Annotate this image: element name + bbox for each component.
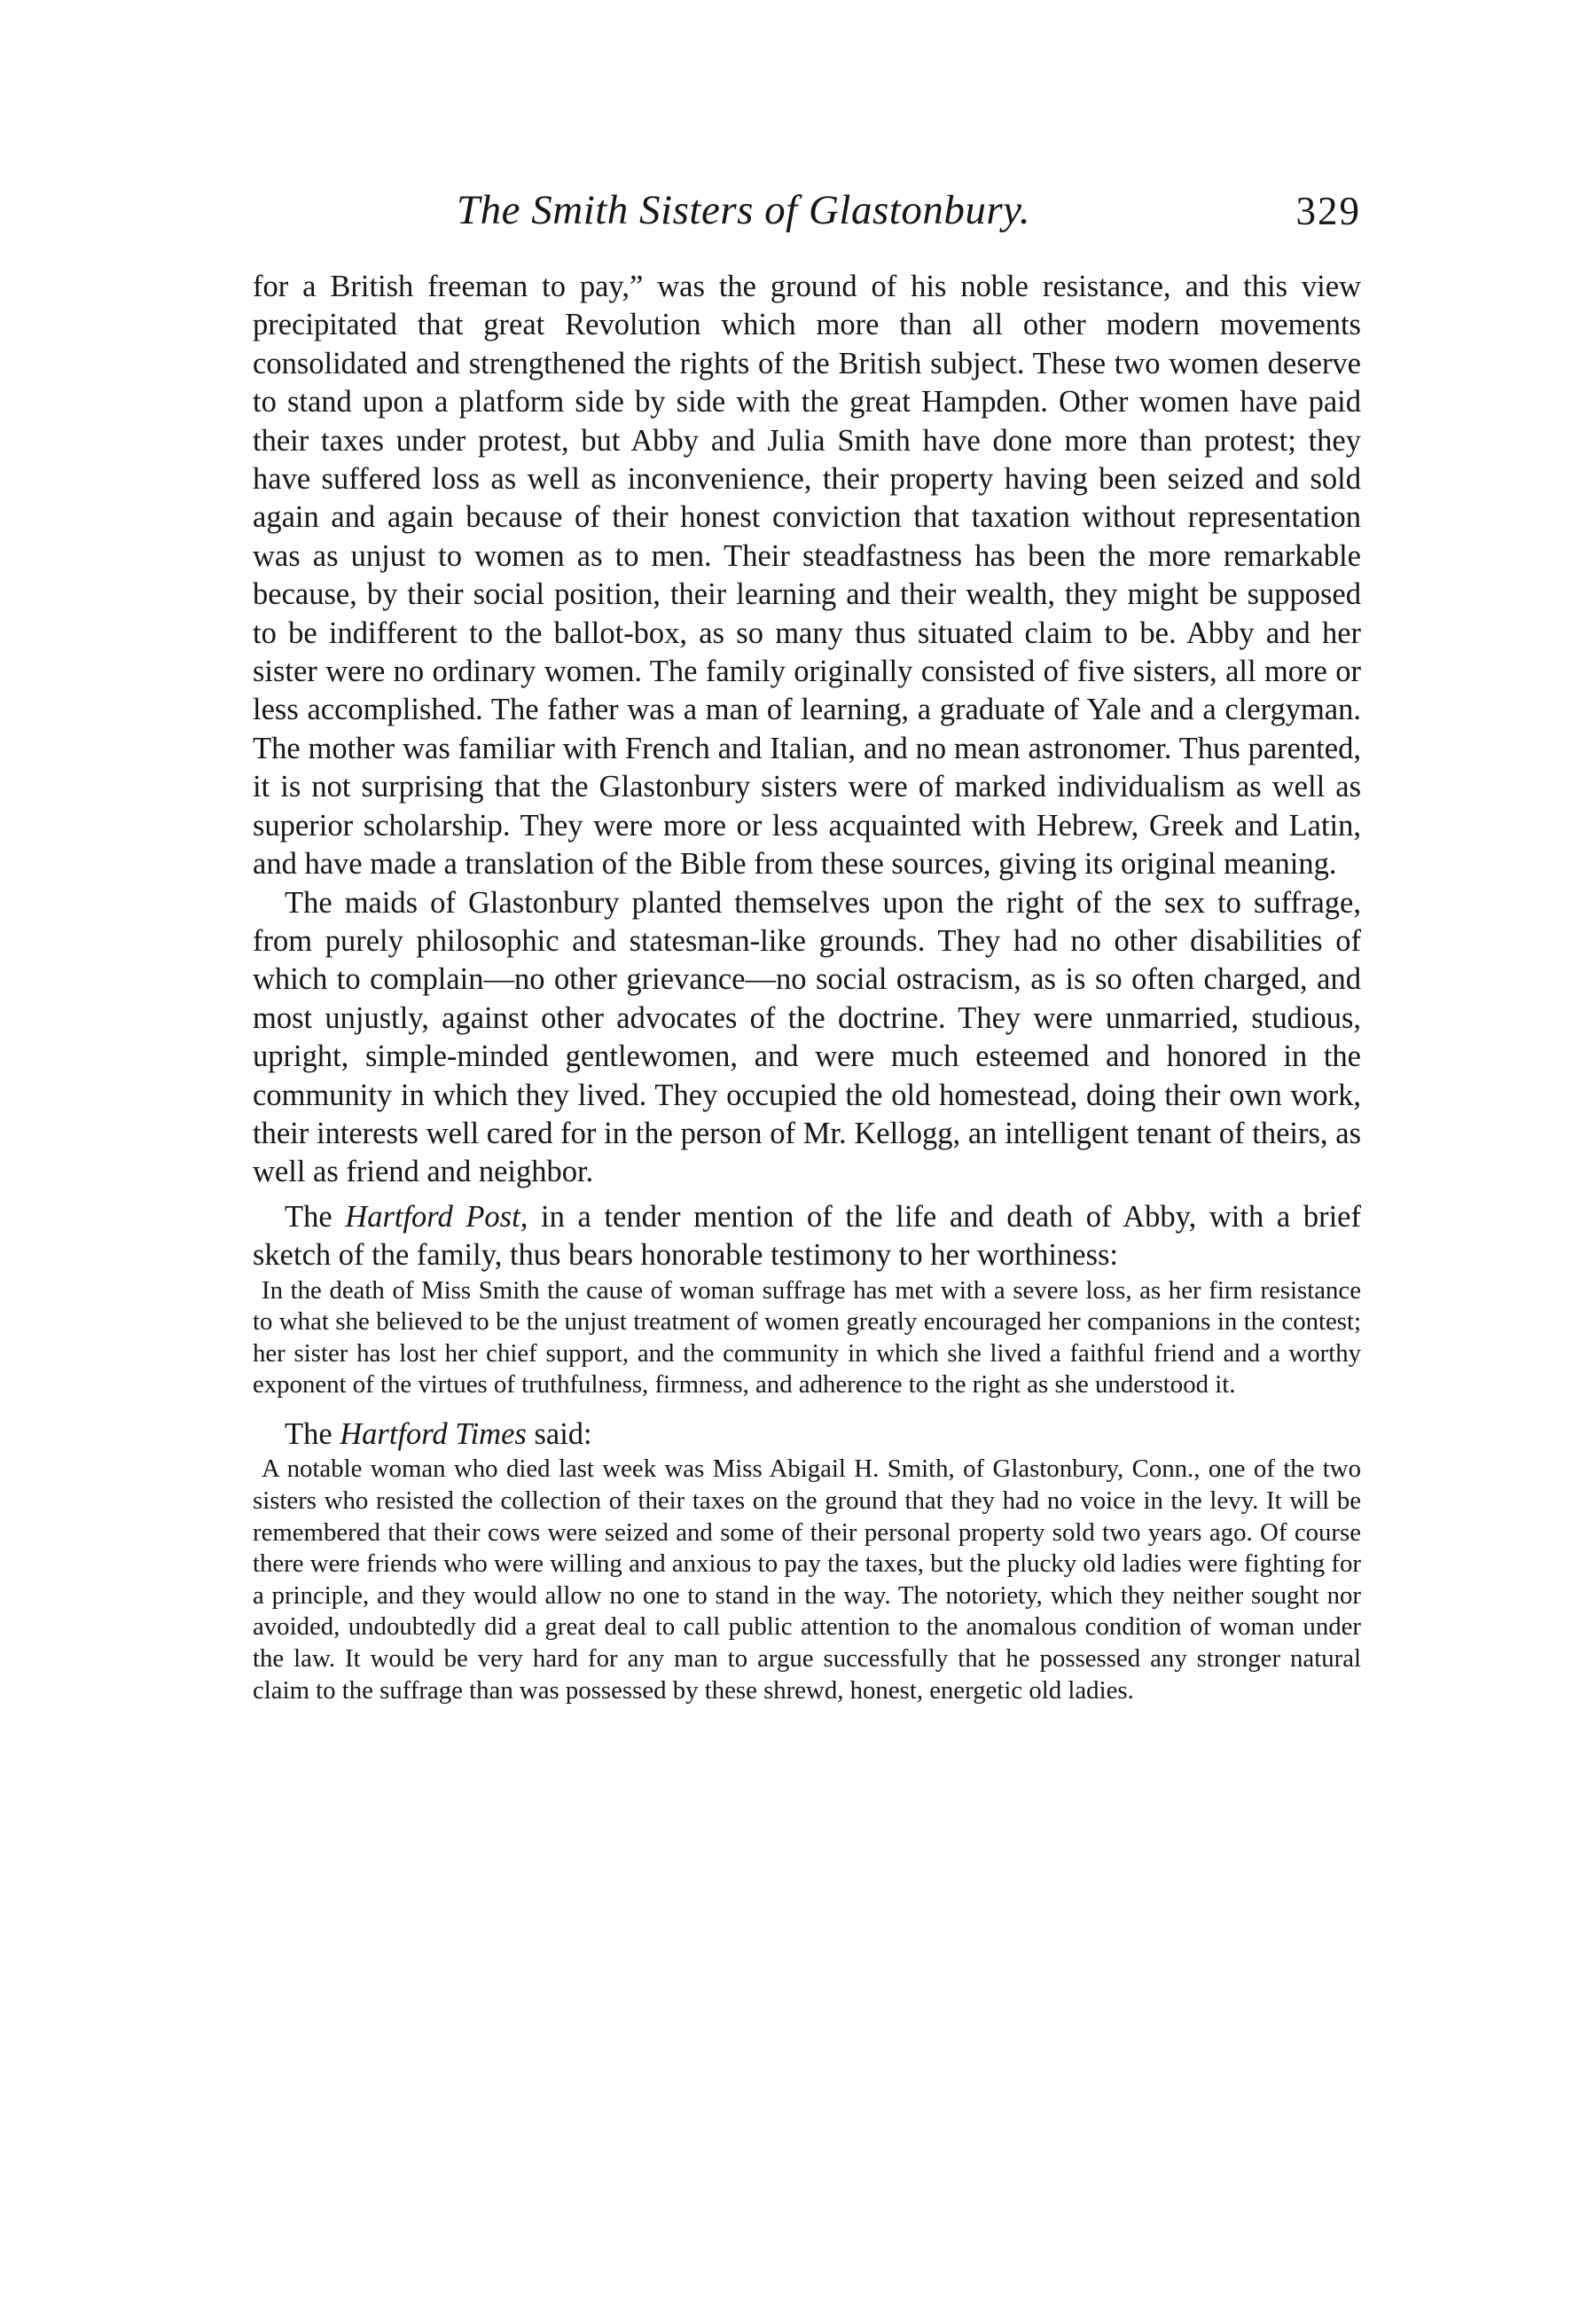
paragraph-text: in a tender mention of the life and death of Abby, with a brief sketch of the family, thus bears honorable testimony to her worthiness:	[253, 1199, 1361, 1273]
paragraph-text: The	[285, 1416, 340, 1451]
block-quote-hartford-times: A notable woman who died last week was Miss Abigail H. Smith, of Glastonbury, Conn., one of the two sisters who resisted the collection of their taxes on the ground that they had no voice in the levy. It will be remembered that their cows were seized and some of their personal property sold two years ago. Of course there were friends who were willing and anxious to pay the taxes, but the plucky old ladies were fighting for a principle, and they would allow no one to stand in the way. The notoriety, which they neither sought nor avoided, undoubtedly did a great deal to call public attention to the anomalous condition of woman under the law. It would be very hard for any man to argue successfully that he possessed any stronger natural claim to the suffrage than was possessed by these shrewd, honest, energetic old ladies.	[253, 1454, 1361, 1705]
paragraph-hartford-post	[253, 1198, 1361, 1275]
paragraph-text: The	[285, 1199, 346, 1234]
publication-name: Hartford Post,	[345, 1199, 528, 1234]
paragraph-maids-of-glastonbury: The maids of Glastonbury planted themselves upon the right of the sex to suffrage, from purely philosophic and statesman-like grounds. They had no other disabilities of which to complain—no other grievance—no social ostracism, as is so often charged, and most unjustly, against other advocates of the doctrine. They were unmarried, studious, upright, simple-minded gentlewomen, and were much esteemed and honored in the community in which they lived. They occupied the old homestead, doing their own work, their interests well cared for in the person of Mr. Kellogg, an intelligent tenant of theirs, as well as friend and neighbor.	[253, 885, 1361, 1189]
running-head	[253, 186, 1361, 248]
book-page	[253, 186, 1361, 1706]
paragraph-text: said:	[526, 1416, 592, 1451]
block-quote-hartford-post: In the death of Miss Smith the cause of woman suffrage has met with a severe loss, as her firm resistance to what she believed to be the unjust treatment of women greatly encouraged her companions in the contest; her sister has lost her chief support, and the community in which she lived a faithful friend and a worthy exponent of the virtues of truthfulness, firmness, and adherence to the right as she understood it.	[253, 1275, 1361, 1400]
running-title: The Smith Sisters of Glastonbury.	[457, 187, 1031, 233]
page-number: 329	[1295, 189, 1361, 233]
paragraph-hartford-times	[253, 1415, 1361, 1454]
publication-name: Hartford Times	[340, 1416, 527, 1451]
body-text	[253, 268, 1361, 1706]
paragraph-continued: for a British freeman to pay,” was the ground of his noble resistance, and this view precipitated that great Revolution which more than all other modern movements consolidated and strengthened the rights of the British subject. These two women deserve to stand upon a platform side by side with the great Hampden. Other women have paid their taxes under protest, but Abby and Julia Smith have done more than protest; they have suffered loss as well as inconvenience, their property having been seized and sold again and again because of their honest conviction that taxation without representation was as unjust to women as to men. Their steadfastness has been the more remarkable because, by their social position, their learning and their wealth, they might be supposed to be indifferent to the ballot-box, as so many thus situated claim to be. Abby and her sister were no ordinary women. The family originally consisted of five sisters, all more or less accomplished. The father was a man of learning, a graduate of Yale and a clergyman. The mother was familiar with French and Italian, and no mean astronomer. Thus parented, it is not surprising that the Glastonbury sisters were of marked individualism as well as superior scholarship. They were more or less acquainted with Hebrew, Greek and Latin, and have made a translation of the Bible from these sources, giving its original meaning.	[253, 270, 1361, 882]
